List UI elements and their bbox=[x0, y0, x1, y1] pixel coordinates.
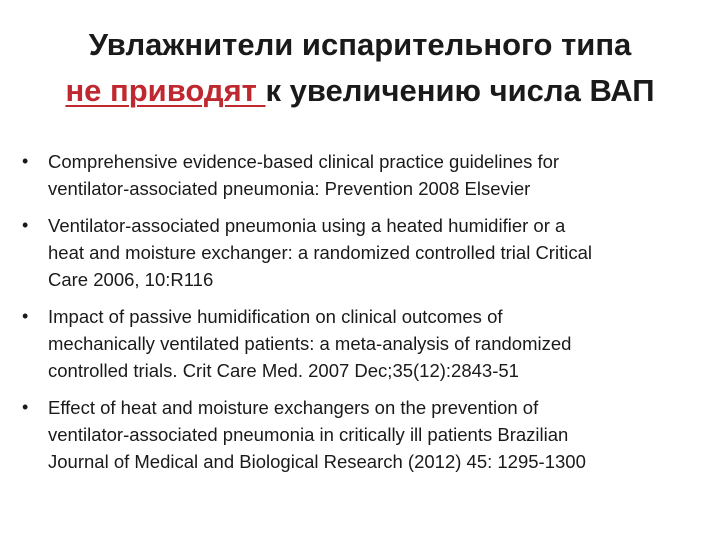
title-line-1: Увлажнители испарительного типа bbox=[88, 27, 632, 62]
reference-item bbox=[20, 212, 710, 293]
reference-item bbox=[20, 148, 710, 202]
title-line-2 bbox=[20, 68, 700, 114]
slide-title bbox=[20, 22, 700, 114]
title-accent-phrase: не приводят bbox=[65, 73, 266, 108]
reference-list bbox=[20, 148, 710, 485]
title-line-2-rest: к увеличению числа ВАП bbox=[265, 73, 655, 108]
reference-item bbox=[20, 303, 710, 384]
reference-text: Ventilator-associated pneumonia using a heated humidifier or a heat and moisture exchanger: a randomized controlled trial Critical Care 2006, 10:R116 bbox=[48, 215, 592, 290]
reference-text: Impact of passive humidification on clinical outcomes of mechanically ventilated patients: a meta-analysis of randomized controlled trials. Crit Care Med. 2007 Dec;35(12):2843-51 bbox=[48, 306, 572, 381]
reference-text: Comprehensive evidence-based clinical practice guidelines for ventilator-associated pneumonia: Prevention 2008 Elsevier bbox=[48, 151, 560, 199]
bullet-icon: • bbox=[22, 151, 29, 171]
reference-item bbox=[20, 394, 710, 475]
reference-text: Effect of heat and moisture exchangers on the prevention of ventilator-associated pneumonia in critically ill patients Brazilian Journal of Medical and Biological Research (2012) 45: 1295-1300 bbox=[48, 397, 586, 472]
bullet-icon: • bbox=[22, 215, 29, 235]
bullet-icon: • bbox=[22, 306, 29, 326]
bullet-icon: • bbox=[22, 397, 29, 417]
